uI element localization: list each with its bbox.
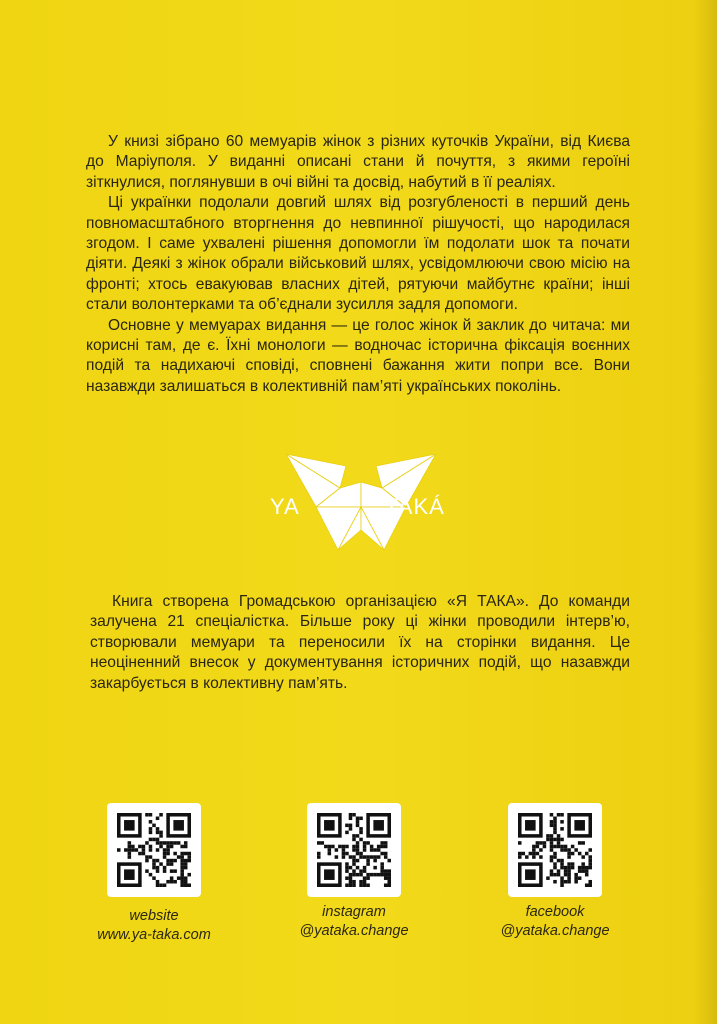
website-link[interactable]: www.ya-taka.com [97, 927, 211, 943]
intro-paragraph-3: Основне у мемуарах видання — це голос жінок й заклик до читача: ми корисні там, де є. Їхні монологи — водночас історична фіксація воєнних подій та надихаючі сповіді, сповнені бажання жити попри все. Вони назавжди залишаться в колективній пам’яті українських поколінь. [86, 316, 630, 395]
facebook-label: facebook [525, 904, 585, 920]
facebook-link[interactable]: @yataka.change [500, 923, 610, 939]
facebook-qr-code[interactable] [508, 803, 602, 897]
intro-text [86, 132, 630, 397]
qr-code-icon [317, 813, 391, 887]
logo-text-right: TAKÁ [385, 494, 445, 519]
instagram-caption [264, 903, 444, 941]
logo-text-left: YA [270, 494, 300, 519]
organization-text [90, 592, 630, 694]
spine-edge [695, 0, 717, 1024]
intro-paragraph-1: У книзі зібрано 60 мемуарів жінок з різних куточків України, від Києва до Маріуполя. У виданні описані стани й почуття, з якими героїні зіткнулися, поглянувши в очі війні та досвід, набутий в її реаліях. [86, 133, 630, 191]
organization-paragraph: Книга створена Громадською організацією «Я ТАКА». До команди залучена 21 спеціалістка. Більше року ці жінки проводили інтерв’ю, створювали мемуари та переносили їх на сторінки видання. Це неоціненний внесок у документування історичних подій, що назавжди закарбується в колективну пам’ять. [90, 593, 630, 692]
website-label: website [129, 908, 179, 924]
qr-code-icon [117, 813, 191, 887]
instagram-label: instagram [322, 904, 386, 920]
instagram-link[interactable]: @yataka.change [299, 923, 409, 939]
website-qr-code[interactable] [107, 803, 201, 897]
facebook-caption [465, 903, 645, 941]
instagram-qr-code[interactable] [307, 803, 401, 897]
website-caption [64, 907, 244, 945]
intro-paragraph-2: Ці українки подолали довгий шлях від розгубленості в перший день повномасштабного вторгнення до невпинної рішучості, що народилася згодом. І саме ухвалені рішення допомогли їм подолати шок та почати діяти. Деякі з жінок обрали військовий шлях, усвідомлюючи свою місію на фронті; хтось евакуював власних дітей, рятуючи майбутнє країни; інші стали волонтерками та об’єднали зусилля задля допомоги. [86, 194, 630, 314]
qr-code-icon [518, 813, 592, 887]
